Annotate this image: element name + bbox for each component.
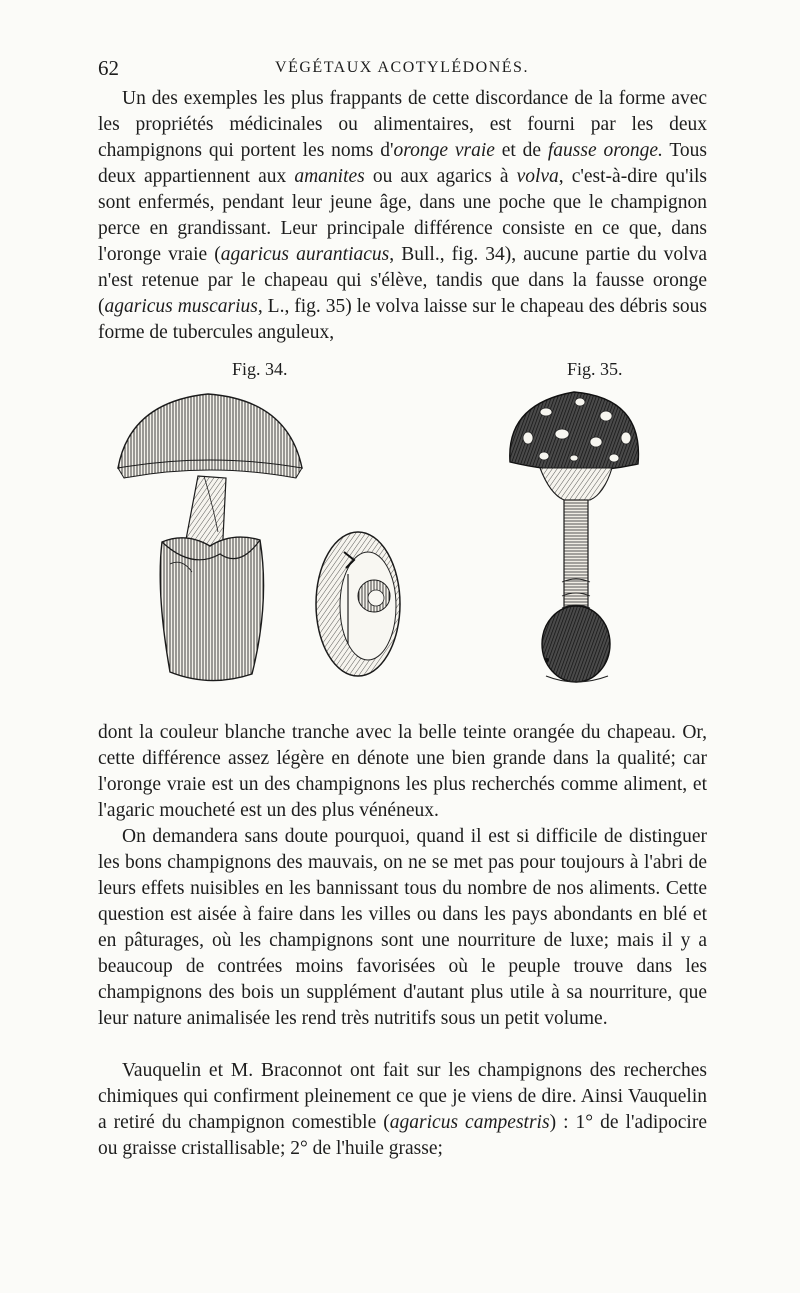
paragraph-1: Un des exemples les plus frappants de cette discordance de la forme avec les propriétés médicinales ou alimentaires, est fourni par les deux champignons qui portent les noms d'oronge vraie et de fausse oronge. Tous deux appartiennent aux amanites ou aux agarics à volva, c'est-à-dire qu'ils sont enfermés, pendant leur jeune âge, dans une poche que le champignon perce en grandissant. Leur principale différence consiste en ce que, dans l'oronge vraie (agaricus aurantiacus, Bull., fig. 34), aucune partie du volva n'est retenue par le chapeau qui s'élève, tandis que dans la fausse oronge (agaricus muscarius, L., fig. 35) le volva laisse sur le chapeau des débris sous forme de tubercules anguleux, (98, 88, 708, 343)
mushroom-engravings (100, 382, 710, 708)
fig-35-mushroom (510, 392, 639, 682)
page-number: 62 (98, 56, 119, 80)
page-header (98, 56, 706, 82)
running-title: VÉGÉTAUX ACOTYLÉDONÉS. (275, 59, 529, 76)
paragraph-4: Vauquelin et M. Braconnot ont fait sur les champignons des recherches chimiques qui confirment pleinement ce que je viens de dire. Ainsi Vauquelin a retiré du champignon comestible (agaricus campestris) : 1° de l'adipocire ou graisse cristallisable; 2° de l'huile grasse; (98, 1060, 708, 1159)
fig-35-label: Fig. 35. (567, 359, 623, 379)
fig-34-volva-section (316, 532, 400, 676)
paragraph-3: On demandera sans doute pourquoi, quand il est si difficile de distinguer les bons champignons des mauvais, on ne se met pas pour toujours à l'abri de leurs effets nuisibles en les bannissant tous du nombre de nos aliments. Cette question est aisée à faire dans les villes ou dans les pays abondants en blé et en pâturages, où les champignons sont une nourriture de luxe; mais il y a beaucoup de contrées moins favorisées où le peuple trouve dans les champignons des bois un supplément d'autant plus utile à sa nourriture, que leur nature animalisée les rend très nutritifs sous un petit volume. (98, 826, 707, 1029)
paragraph-2: dont la couleur blanche tranche avec la belle teinte orangée du chapeau. Or, cette différence assez légère en dénote une bien grande dans la qualité; car l'oronge vraie est un des champignons les plus recherchés comme aliment, et l'agaric moucheté est un des plus vénéneux. (98, 722, 707, 821)
fig-34-label: Fig. 34. (232, 359, 288, 379)
fig-34-mushroom (118, 394, 302, 681)
